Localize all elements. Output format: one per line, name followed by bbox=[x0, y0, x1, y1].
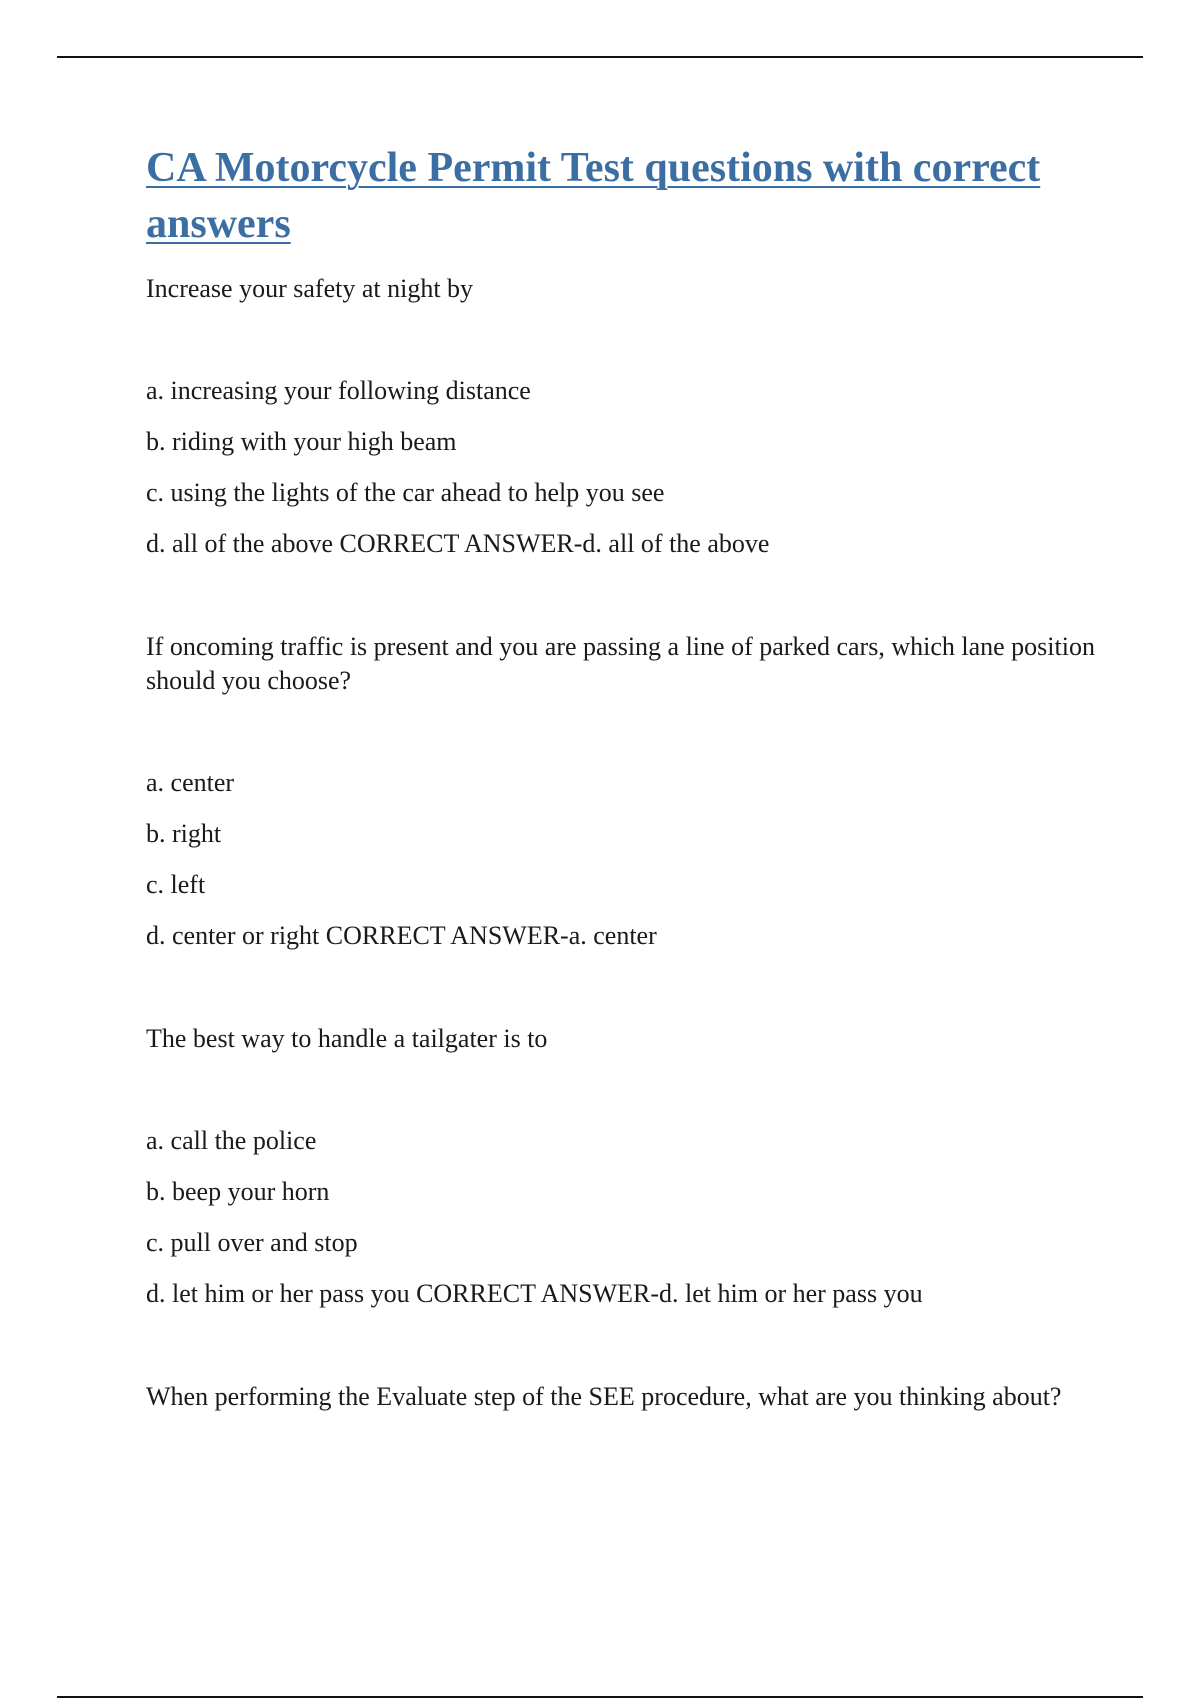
spacer bbox=[146, 698, 1096, 766]
answer-option: d. let him or her pass you CORRECT ANSWER-d. let him or her pass you bbox=[146, 1279, 923, 1308]
spacer bbox=[146, 1056, 1096, 1124]
answer-option: b. riding with your high beam bbox=[146, 427, 457, 456]
header-rule bbox=[57, 56, 1143, 58]
answer-option: d. center or right CORRECT ANSWER-a. center bbox=[146, 921, 657, 950]
spacer bbox=[146, 306, 1096, 374]
document-title: CA Motorcycle Permit Test questions with correct answers bbox=[146, 145, 1041, 247]
answer-option: a. center bbox=[146, 768, 235, 797]
answer-option: c. pull over and stop bbox=[146, 1228, 358, 1257]
answer-option: c. left bbox=[146, 870, 206, 899]
question-block bbox=[146, 272, 1096, 630]
answer-option: c. using the lights of the car ahead to help you see bbox=[146, 478, 665, 507]
spacer bbox=[146, 1328, 1096, 1380]
answer-option: a. increasing your following distance bbox=[146, 376, 531, 405]
spacer bbox=[146, 578, 1096, 630]
question-block bbox=[146, 630, 1096, 1022]
document-body bbox=[146, 140, 1096, 1414]
question-block bbox=[146, 1380, 1096, 1414]
answer-option: d. all of the above CORRECT ANSWER-d. all of the above bbox=[146, 529, 770, 558]
answer-option: a. call the police bbox=[146, 1126, 317, 1155]
question-block bbox=[146, 1022, 1096, 1380]
question-text: The best way to handle a tailgater is to bbox=[146, 1024, 548, 1053]
answer-option: b. beep your horn bbox=[146, 1177, 330, 1206]
question-text: Increase your safety at night by bbox=[146, 274, 474, 303]
footer-rule bbox=[57, 1696, 1143, 1698]
spacer bbox=[146, 970, 1096, 1022]
question-text: When performing the Evaluate step of the SEE procedure, what are you thinking about? bbox=[146, 1382, 1062, 1411]
answer-option: b. right bbox=[146, 819, 222, 848]
question-text: If oncoming traffic is present and you are passing a line of parked cars, which lane position should you choose? bbox=[146, 632, 1095, 695]
